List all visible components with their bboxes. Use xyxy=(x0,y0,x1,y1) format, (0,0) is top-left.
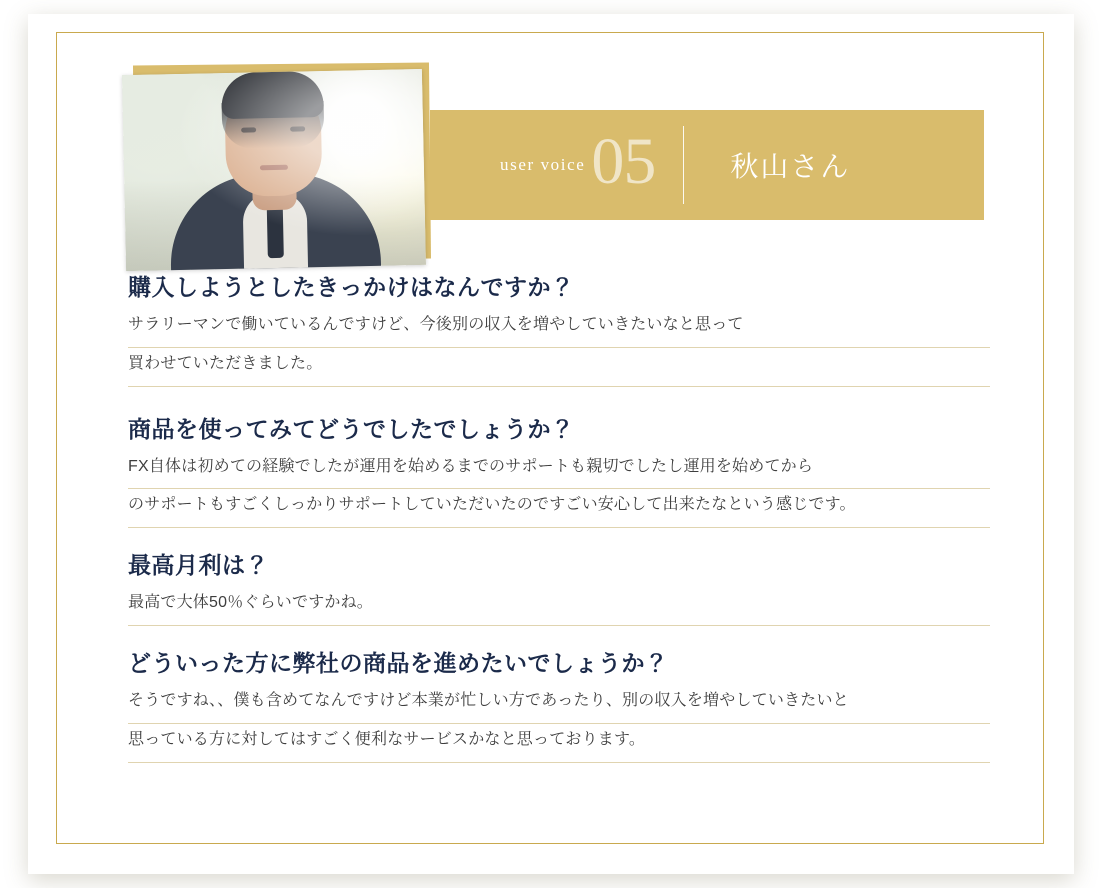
user-voice-number: 05 xyxy=(591,125,656,198)
answer-line: 買わせていただきました。 xyxy=(128,348,990,387)
answer-line: 思っている方に対してはすごく便利なサービスかなと思っております。 xyxy=(128,724,990,763)
qa-block-1 xyxy=(56,272,1044,387)
person-tie xyxy=(267,202,284,258)
question-title: 最高月利は？ xyxy=(128,553,269,579)
person-mouth xyxy=(260,165,288,171)
interviewee-name: 秋山さん xyxy=(730,152,851,183)
spacer xyxy=(56,626,1044,648)
answer-line: そうですね、、僕も含めてなんですけど本業が忙しい方であったり、別の収入を増やしていきたいと xyxy=(128,685,990,724)
question-title: 購入しようとしたきっかけはなんですか？ xyxy=(128,275,575,300)
answer-line: 最高で大体50％ぐらいですかね。 xyxy=(128,587,990,626)
spacer xyxy=(56,528,1044,550)
interviewee-photo xyxy=(122,69,426,271)
answer-line: サラリーマンで働いているんですけど、今後別の収入を増やしていきたいなと思って xyxy=(128,309,990,348)
gold-title-band-content xyxy=(430,110,984,220)
qa-block-2 xyxy=(56,414,1044,529)
voice-header xyxy=(56,32,1044,272)
vertical-divider xyxy=(683,126,684,204)
qa-block-4 xyxy=(56,648,1044,763)
question-title: どういった方に弊社の商品を進めたいでしょうか？ xyxy=(128,651,669,677)
qa-block-3 xyxy=(56,550,1044,626)
spacer xyxy=(56,387,1044,414)
user-voice-label: user voice xyxy=(500,155,586,174)
card-content xyxy=(56,32,1044,844)
qa-body xyxy=(56,272,1044,763)
answer-line: のサポートもすごくしっかりサポートしていただいたのですごい安心して出来たなという感じです。 xyxy=(128,489,990,528)
person-hair-fade xyxy=(222,101,325,149)
answer-line: FX自体は初めての経験でしたが運用を始めるまでのサポートも親切でしたし運用を始めてから xyxy=(128,451,990,490)
question-title: 商品を使ってみてどうでしたでしょうか？ xyxy=(128,416,575,442)
